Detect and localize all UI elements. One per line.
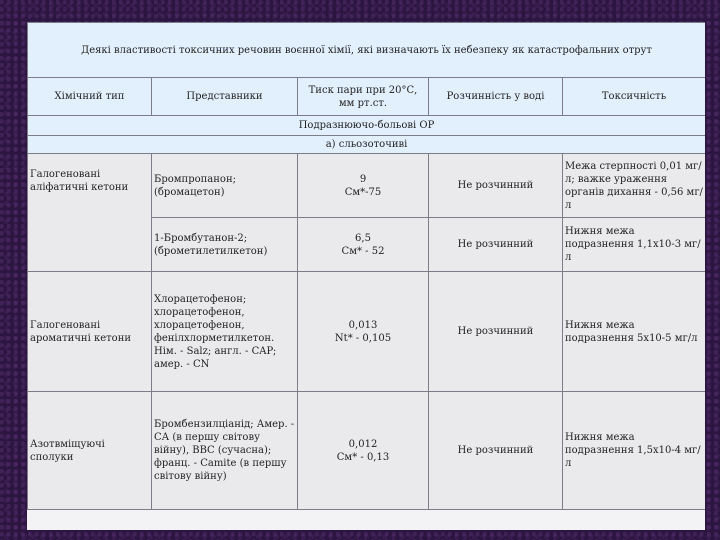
section-row	[28, 116, 706, 136]
subsection-label: а) сльозоточиві	[28, 136, 706, 154]
header-representatives: Представники	[152, 78, 298, 116]
toxicity-cell: Межа стерпності 0,01 мг/л; важке ураження органів дихання - 0,56 мг/л	[563, 154, 706, 218]
pressure-cell: 9 Cм*-75	[298, 154, 429, 218]
solubility-cell: Не розчинний	[429, 392, 563, 510]
pressure-cell: 6,5 Cм* - 52	[298, 218, 429, 272]
chem-type-cell: Азотвміщуючі сполуки	[28, 392, 152, 510]
representatives-cell: Хлорацетофенон; хлорацетофенон, хлорацетофенон, фенілхлорметилкетон. Нім. - Salz; англ. - CAP; амер. - CN	[152, 272, 298, 392]
subsection-row	[28, 136, 706, 154]
representatives-cell: 1-Бромбутанон-2; (брометилетилкетон)	[152, 218, 298, 272]
chem-type-cell: Галогеновані ароматичні кетони	[28, 272, 152, 392]
chem-type-cell: Галогеновані аліфатичні кетони	[28, 154, 152, 272]
table-row	[28, 392, 706, 510]
header-solubility: Розчинність у воді	[429, 78, 563, 116]
header-vapor-pressure: Тиск пари при 20°С, мм рт.ст.	[298, 78, 429, 116]
solubility-cell: Не розчинний	[429, 154, 563, 218]
solubility-cell: Не розчинний	[429, 272, 563, 392]
pressure-cell: 0,012 Cм* - 0,13	[298, 392, 429, 510]
toxicity-cell: Нижня межа подразнення 1,5х10-4 мг/л	[563, 392, 706, 510]
title-row	[28, 23, 706, 78]
solubility-cell: Не розчинний	[429, 218, 563, 272]
section-label: Подразнюючо-больові ОР	[28, 116, 706, 136]
table-title: Деякі властивості токсичних речовин воєнної хімії, які визначають їх небезпеку як катастрофальних отрут	[28, 23, 706, 78]
toxicity-cell: Нижня межа подразнення 5х10-5 мг/л	[563, 272, 706, 392]
table-row	[28, 272, 706, 392]
header-toxicity: Токсичність	[563, 78, 706, 116]
pressure-cell: 0,013 Nt* - 0,105	[298, 272, 429, 392]
header-row	[28, 78, 706, 116]
properties-table	[27, 22, 705, 510]
table-row	[28, 154, 706, 218]
representatives-cell: Бромбензилціанід; Амер. - СА (в першу світову війну), ВВС (сучасна); франц. - Camite (в першу світову війну)	[152, 392, 298, 510]
header-chem-type: Хімічний тип	[28, 78, 152, 116]
representatives-cell: Бромпропанон; (бромацетон)	[152, 154, 298, 218]
toxicity-cell: Нижня межа подразнення 1,1х10-3 мг/л	[563, 218, 706, 272]
slide	[27, 22, 705, 530]
